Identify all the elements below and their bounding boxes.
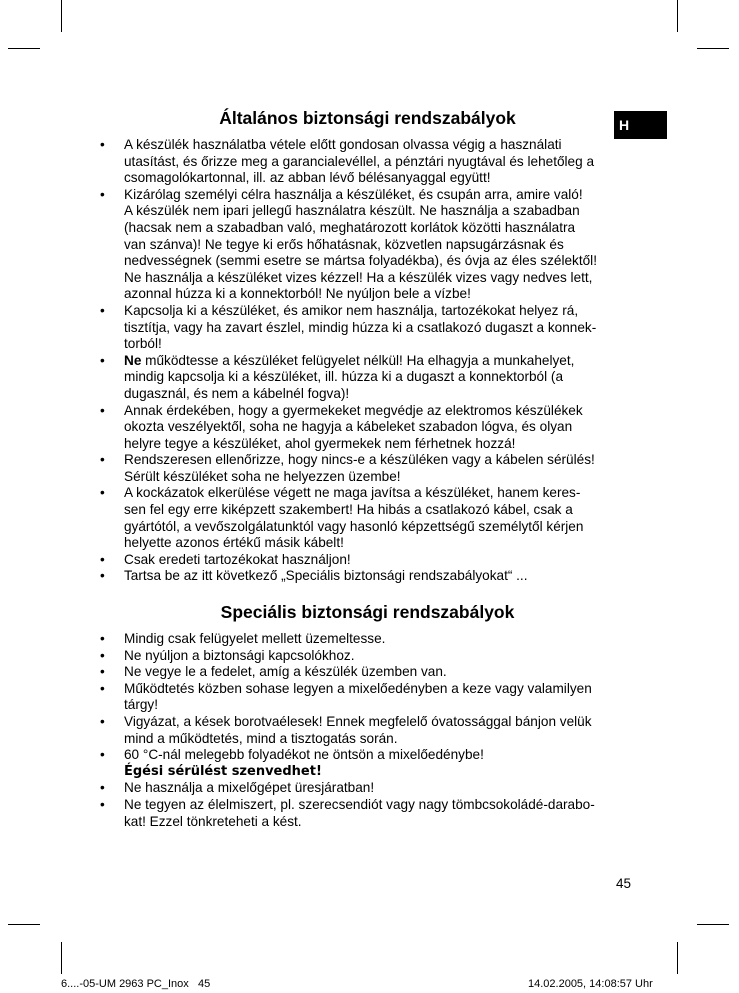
- item-text: Ne használja a készüléket vizes kézzel! Ha a készülék vizes vagy nedves lett,: [124, 269, 593, 285]
- special-section: [95, 602, 640, 830]
- item-text: • Működtetés közben sohase legyen a mixelőedényben a keze vagy valamilyen: [124, 680, 592, 696]
- item-text: • Vigyázat, a kések borotvaélesek! Ennek megfelelő óvatossággal bánjon velük: [124, 713, 592, 729]
- list-item: [95, 664, 640, 681]
- item-text: mindig kapcsolja ki a készüléket, ill. húzza ki a dugaszt a konnektorból (a: [124, 369, 564, 385]
- footer-timestamp: 14.02.2005, 14:08:57 Uhr: [528, 978, 653, 990]
- item-text: működtesse a készüléket felügyelet nélkül! Ha elhagyja a munkahelyet,: [141, 352, 575, 368]
- list-item: [95, 187, 640, 303]
- crop-mark: [61, 0, 62, 32]
- item-text: helyre tegye a készüléket, ahol gyermekek nem férhetnek hozzá!: [124, 435, 516, 451]
- item-text: • Ne használja a mixelőgépet üresjáratban!: [124, 780, 375, 796]
- item-text: azonnal húzza ki a konnektorból! Ne nyúljon bele a vízbe!: [124, 286, 471, 302]
- list-item: [95, 552, 640, 569]
- list-item: [95, 631, 640, 648]
- item-text: • A készülék használatba vétele előtt gondosan olvassa végig a használati: [124, 137, 562, 152]
- item-text: • Ne nyúljon a biztonsági kapcsolókhoz.: [124, 647, 355, 663]
- list-item: [95, 403, 640, 453]
- item-text: mind a működtetés, mind a tisztogatás során.: [124, 730, 398, 746]
- item-text: csomagolókartonnal, ill. az abban lévő bélésanyaggal együtt!: [124, 170, 491, 186]
- item-text: sen fel egy erre kiképzett szakembert! Ha hibás a csatlakozó kábel, csak a: [124, 502, 573, 518]
- list-item: [95, 797, 640, 830]
- item-text: okozta veszélyektől, soha ne hagyja a kábeleket szabadon lógva, és olyan: [124, 419, 573, 435]
- item-text: kat! Ezzel tönkreteheti a kést.: [124, 813, 302, 829]
- item-text: utasítást, és őrizze meg a garancialevéllel, a pénztári nyugtával és lehetőleg a: [124, 153, 595, 169]
- list-item: [95, 353, 640, 403]
- item-text: • Ne vegye le a fedelet, amíg a készülék üzemben van.: [124, 664, 447, 680]
- crop-mark: [677, 942, 678, 974]
- item-text: • Ne tegyen az élelmiszert, pl. szerecsendiót vagy nagy tömbcsokoládé-darabo-: [124, 796, 595, 812]
- special-title: Speciális biztonsági rendszabályok: [220, 602, 515, 622]
- list-item: [95, 568, 640, 585]
- general-section: [95, 108, 640, 585]
- item-text: (hacsak nem a szabadban való, meghatározott korlátok közötti használatra: [124, 219, 576, 235]
- item-text: Sérült készüléket soha ne helyezzen üzembe!: [124, 468, 401, 484]
- crop-mark: [8, 924, 40, 925]
- crop-mark: [61, 942, 62, 974]
- crop-mark: [697, 924, 729, 925]
- crop-mark: [677, 0, 678, 32]
- list-item: [95, 780, 640, 797]
- language-tab: H: [614, 111, 667, 139]
- item-text: • A kockázatok elkerülése végett ne maga javítsa a készüléket, hanem keres-: [124, 485, 581, 501]
- page-number: 45: [616, 876, 632, 891]
- list-item: [95, 485, 640, 551]
- list-item: [95, 303, 640, 353]
- item-text: dugasznál, és nem a kábelnél fogva)!: [124, 385, 350, 401]
- crop-mark: [8, 48, 40, 49]
- list-item: [95, 714, 640, 747]
- item-text: • Kizárólag személyi célra használja a készüléket, és csupán arra, amire való!: [124, 186, 583, 202]
- item-text: helyette azonos értékű másik kábelt!: [124, 535, 344, 551]
- item-text: tisztítja, vagy ha zavart észlel, mindig húzza ki a csatlakozó dugaszt a konnek-: [124, 319, 597, 335]
- item-text: A készülék nem ipari jellegű használatra készült. Ne használja a szabadban: [124, 203, 580, 219]
- item-text: tárgy!: [124, 697, 158, 713]
- item-text: nedvességnek (semmi esetre se mártsa folyadékba), és óvja az éles szélektől!: [124, 253, 597, 269]
- item-text: • 60 °C-nál melegebb folyadékot ne öntsön a mixelőedénybe!: [124, 747, 484, 763]
- general-list: [95, 137, 640, 585]
- item-text: • Mindig csak felügyelet mellett üzemeltesse.: [124, 631, 386, 646]
- item-text: torból!: [124, 336, 162, 352]
- footer-file-info: 6....-05-UM 2963 PC_Inox 45: [61, 978, 211, 990]
- list-item: [95, 648, 640, 665]
- list-item: [95, 747, 640, 780]
- item-text: van szánva)! Ne tegye ki erős hőhatásnak, közvetlen napsugárzásnak és: [124, 236, 564, 252]
- item-text: • Csak eredeti tartozékokat használjon!: [124, 551, 351, 567]
- item-text: gyártótól, a vevőszolgálatunktól vagy hasonló képzettségű személytől kérjen: [124, 518, 584, 534]
- list-item: [95, 681, 640, 714]
- crop-mark: [697, 48, 729, 49]
- item-text: • Tartsa be az itt következő „Speciális biztonsági rendszabályokat“ ...: [124, 568, 528, 584]
- general-title: Általános biztonsági rendszabályok: [219, 108, 516, 128]
- list-item: [95, 452, 640, 485]
- item-text: • Annak érdekében, hogy a gyermekeket megvédje az elektromos készülékek: [124, 402, 583, 418]
- item-text: • Kapcsolja ki a készüléket, és amikor nem használja, tartozékokat helyez rá,: [124, 302, 579, 318]
- item-text: • Rendszeresen ellenőrizze, hogy nincs-e a készüléken vagy a kábelen sérülés!: [124, 452, 595, 468]
- special-list: [95, 631, 640, 830]
- emphasis-text: Ne: [124, 352, 142, 368]
- list-item: [95, 137, 640, 187]
- burn-warning: Égési sérülést szenvedhet!: [124, 763, 322, 779]
